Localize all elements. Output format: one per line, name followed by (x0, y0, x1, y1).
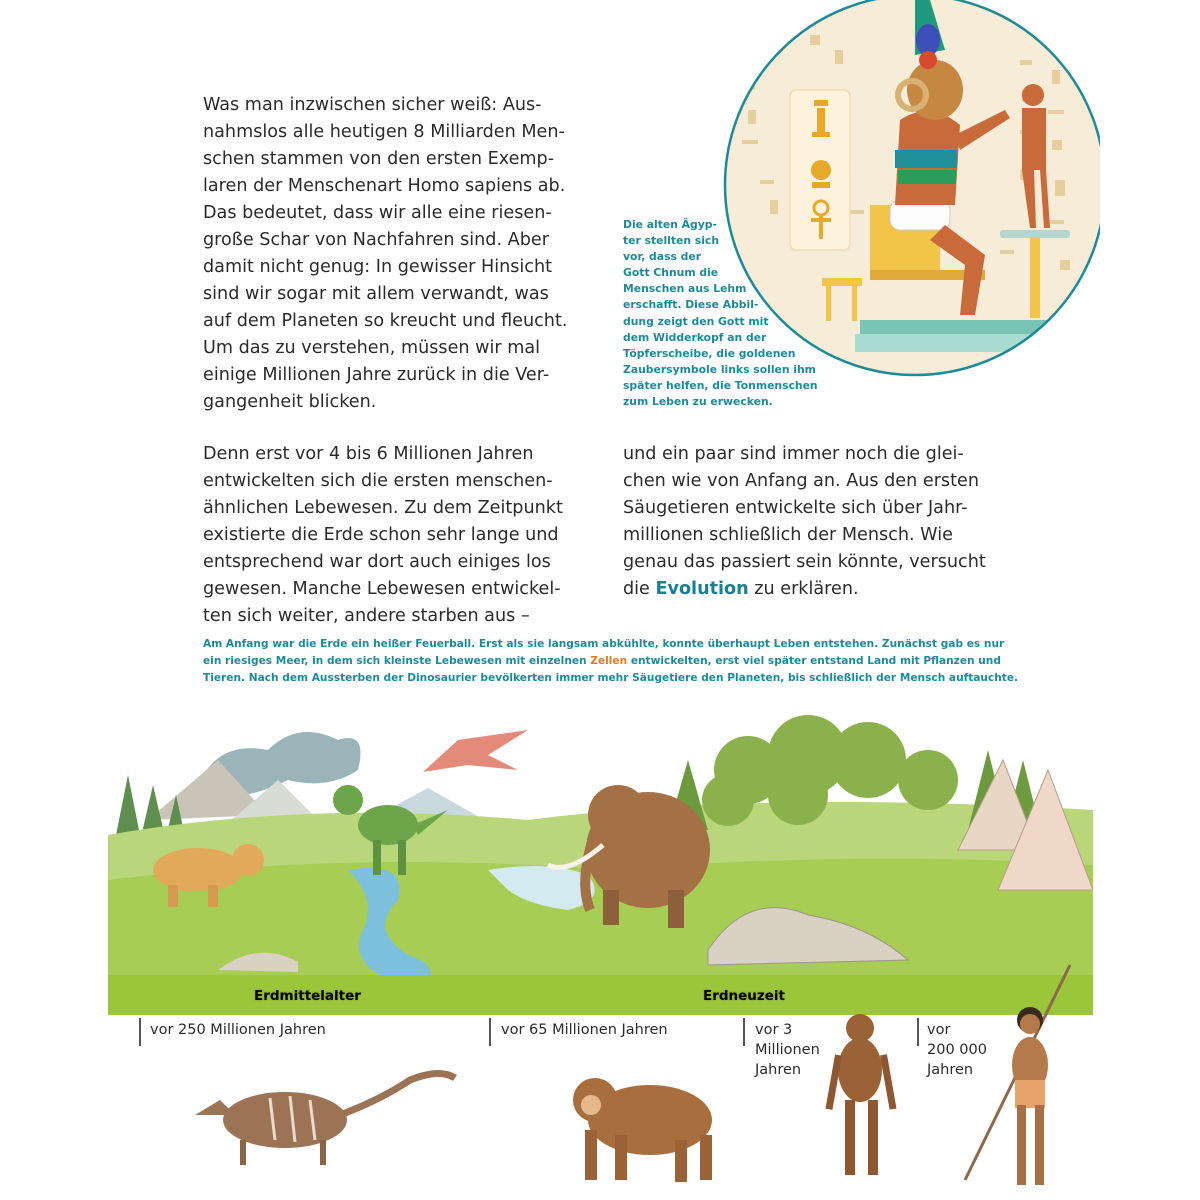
text-line: Was man inzwischen sicher weiß: Aus- (203, 95, 542, 115)
text-line: einige Millionen Jahre zurück in die Ver- (203, 365, 550, 385)
caption-line: später helfen, die Tonmenschen (623, 378, 818, 392)
caption-line: dem Widderkopf an der (623, 330, 767, 344)
text-fragment: ein riesiges Meer, in dem sich kleinste Lebewesen mit einzelnen (203, 655, 591, 667)
era-label-cenozoic: Erdneuzeit (703, 988, 786, 1004)
text-line: laren der Menschenart Homo sapiens ab. (203, 176, 566, 196)
australopithecus-illustration (810, 1010, 910, 1190)
label-line: 200 000 (927, 1042, 987, 1058)
label-line: Millionen (755, 1042, 820, 1058)
evolution-landscape-illustration (108, 700, 1093, 1015)
text-line: Säugetieren entwickelte sich über Jahr- (623, 498, 968, 518)
timeline-label-65m: vor 65 Millionen Jahren (501, 1022, 668, 1038)
homo-sapiens-illustration (960, 960, 1080, 1195)
caption-line: Die alten Ägyp- (623, 218, 717, 231)
text-fragment: zu erklären. (748, 579, 859, 599)
label-line: vor 3 (755, 1022, 793, 1038)
text-line: Denn erst vor 4 bis 6 Millionen Jahren (203, 444, 534, 464)
text-line: Das bedeutet, dass wir alle eine riesen- (203, 203, 552, 223)
caption-line: Am Anfang war die Erde ein heißer Feuerball. Erst als sie langsam abkühlte, konnte überhaupt Leben entstehen. Zunächst gab es nur (203, 638, 1005, 650)
early-mammal-illustration (190, 1060, 470, 1180)
caption-line: zum Leben zu erwecken. (623, 395, 773, 409)
evolution-link[interactable]: Evolution (655, 579, 749, 599)
era-label-mesozoic: Erdmittelalter (254, 988, 361, 1004)
timeline-tick (743, 1018, 745, 1046)
caption-line (203, 653, 1018, 670)
column-left (203, 441, 563, 630)
text-line: existierte die Erde schon sehr lange und (203, 525, 559, 545)
label-line: Jahren (755, 1062, 802, 1078)
text-line: genau das passiert sein könnte, versucht (623, 552, 986, 572)
text-line: chen wie von Anfang an. Aus den ersten (623, 471, 979, 491)
text-line: auf dem Planeten so kreucht und fleucht. (203, 311, 568, 331)
caption-line: erschafft. Diese Abbil- (623, 298, 759, 312)
caption-line: Menschen aus Lehm (623, 282, 747, 296)
text-line: gewesen. Manche Lebewesen entwickel- (203, 579, 561, 599)
timeline-tick (139, 1018, 141, 1046)
text-fragment: entwickelten, erst viel später entstand Land mit Pflanzen und (627, 655, 1001, 667)
column-right (623, 441, 986, 603)
text-line: und ein paar sind immer noch die glei- (623, 444, 964, 464)
text-line: große Schar von Nachfahren sind. Aber (203, 230, 549, 250)
zellen-link[interactable]: Zellen (590, 655, 628, 667)
text-line: ten sich weiter, andere starben aus – (203, 606, 530, 626)
label-line: Jahren (927, 1062, 974, 1078)
text-fragment: die (623, 579, 656, 599)
caption-line: Tieren. Nach dem Aussterben der Dinosaurier bevölkerten immer mehr Säugetiere den Planeten, bis schließlich der Mensch auftauchte. (203, 672, 1019, 684)
text-line: Um das zu verstehen, müssen wir mal (203, 338, 541, 358)
caption-line: Gott Chnum die (623, 266, 719, 280)
text-line: entwickelten sich die ersten menschen- (203, 471, 553, 491)
timeline-tick (489, 1018, 491, 1046)
text-line: millionen schließlich der Mensch. Wie (623, 525, 953, 545)
label-line: vor (927, 1022, 951, 1038)
text-line-evolution (623, 576, 986, 603)
caption-line: Zaubersymbole links sollen ihm (623, 362, 816, 376)
caption-line: Töpferscheibe, die goldenen (623, 346, 796, 360)
text-line: damit nicht genug: In gewisser Hinsicht (203, 257, 553, 277)
early-primate-illustration (555, 1065, 730, 1190)
timeline-caption (203, 636, 1018, 687)
caption-line: ter stellten sich (623, 234, 720, 248)
egypt-image-caption (623, 217, 818, 410)
text-line: sind wir sogar mit allem verwandt, was (203, 284, 549, 304)
text-line: ähnlichen Lebewesen. Zu dem Zeitpunkt (203, 498, 563, 518)
timeline-tick (917, 1018, 919, 1046)
text-line: entsprechend war dort auch einiges los (203, 552, 551, 572)
timeline-label-250m: vor 250 Millionen Jahren (150, 1022, 326, 1038)
caption-line: vor, dass der (623, 250, 702, 264)
caption-line: dung zeigt den Gott mit (623, 314, 769, 328)
intro-paragraph (203, 92, 567, 416)
text-line: gangenheit blicken. (203, 392, 377, 412)
text-line: nahmslos alle heutigen 8 Milliarden Men- (203, 122, 565, 142)
text-line: schen stammen von den ersten Exemp- (203, 149, 555, 169)
